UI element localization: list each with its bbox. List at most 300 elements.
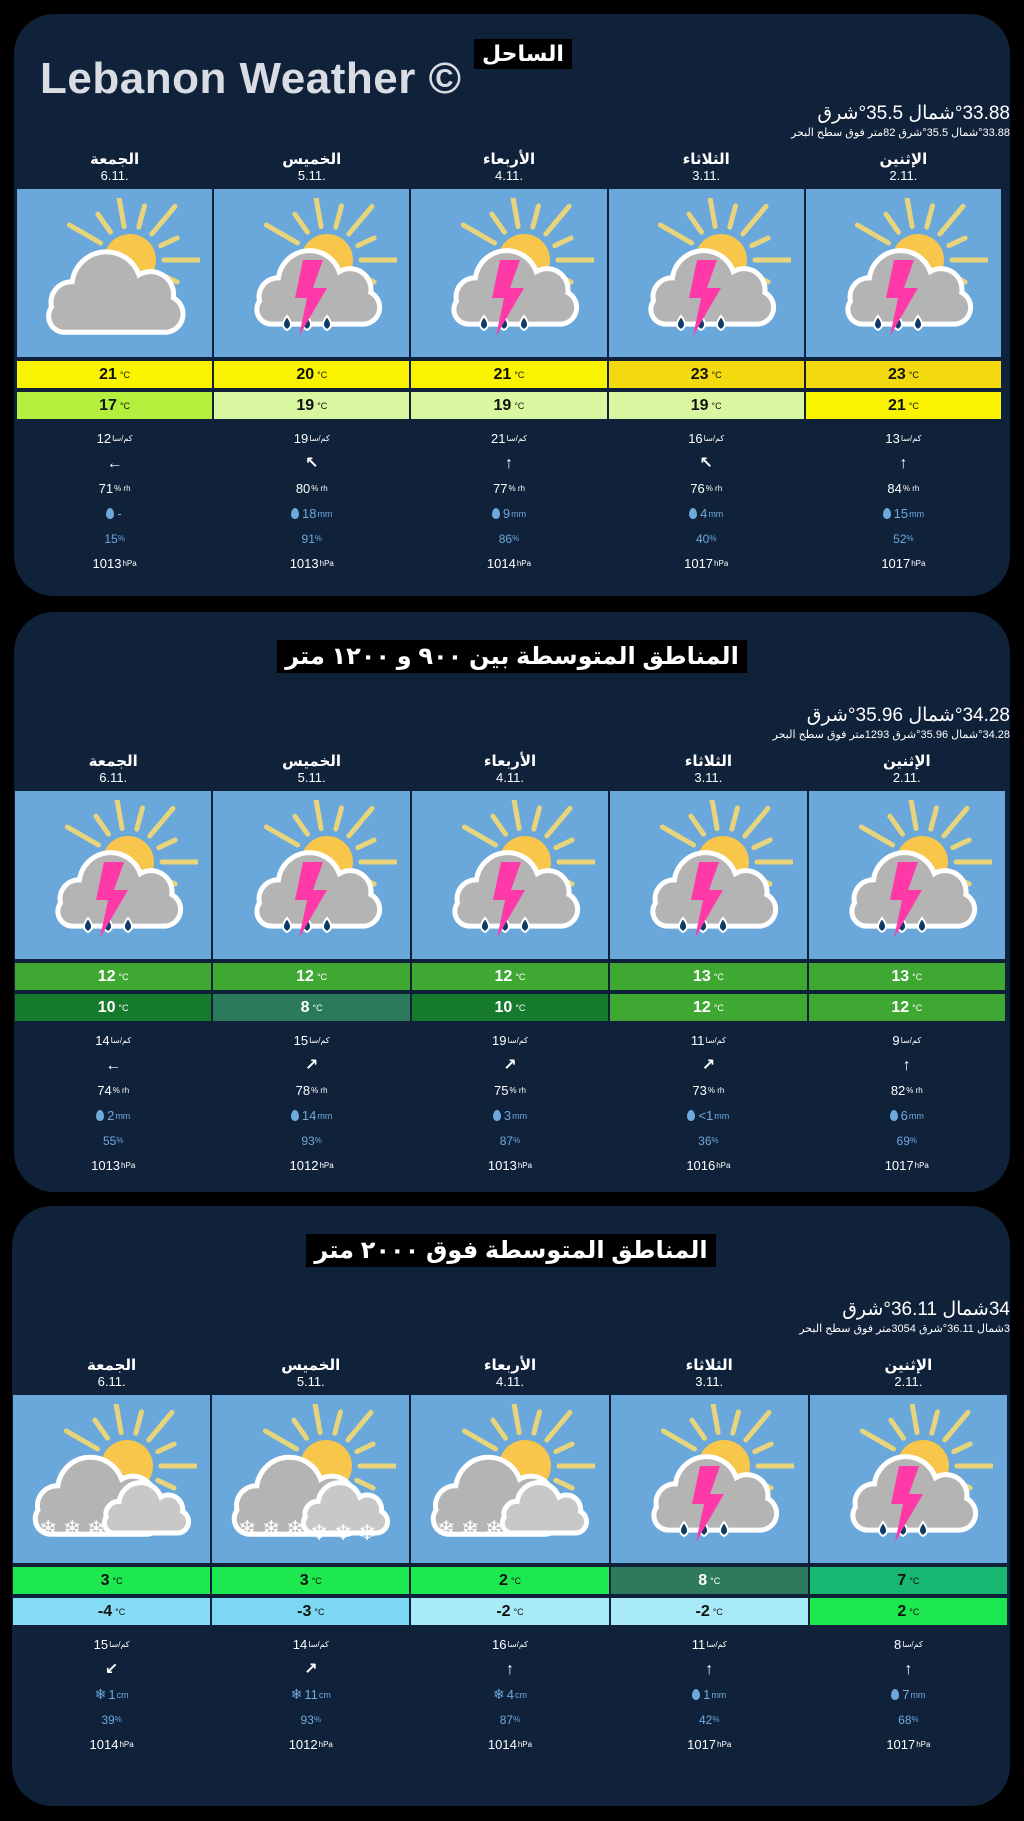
raindrop-icon bbox=[687, 1110, 695, 1121]
day-date: 5.11. bbox=[297, 168, 326, 183]
precipitation-probability: 69 % bbox=[896, 1133, 918, 1148]
day-column bbox=[610, 1356, 809, 1757]
celsius-unit: °C bbox=[711, 369, 722, 380]
max-temp-value: 12 bbox=[494, 967, 513, 985]
min-temp-value: -2 bbox=[695, 1602, 710, 1620]
celsius-unit: °C bbox=[115, 1606, 126, 1617]
min-temp-value: 12 bbox=[692, 998, 711, 1016]
raindrop-icon bbox=[291, 508, 299, 519]
precipitation-probability: 15 % bbox=[104, 531, 125, 546]
day-column bbox=[608, 150, 805, 576]
raindrop-icon bbox=[493, 1110, 501, 1121]
celsius-unit: °C bbox=[119, 369, 131, 380]
max-temp-value: 12 bbox=[296, 967, 314, 985]
min-temp bbox=[809, 1597, 1008, 1626]
day-date: 3.11. bbox=[694, 770, 723, 785]
max-temp bbox=[14, 962, 212, 991]
humidity: 71 % rh bbox=[98, 481, 131, 496]
day-date: 6.11. bbox=[97, 1374, 126, 1389]
humidity: 76 % rh bbox=[690, 481, 723, 496]
region-label: الساحل bbox=[474, 39, 572, 69]
wind-direction-arrow-icon: ↑ bbox=[899, 454, 908, 472]
raindrop-icon bbox=[96, 1110, 104, 1121]
svg-text:❄: ❄ bbox=[436, 1517, 456, 1542]
min-temp bbox=[212, 993, 410, 1022]
day-name: الثلاثاء bbox=[684, 753, 732, 770]
precipitation: ❄ 11 cm bbox=[290, 1686, 331, 1702]
celsius-unit: °C bbox=[514, 369, 525, 380]
wind-direction-arrow-icon: ↑ bbox=[505, 1660, 514, 1678]
raindrop-icon bbox=[689, 508, 697, 519]
min-temp-value: 10 bbox=[97, 998, 116, 1016]
day-details bbox=[610, 1626, 809, 1757]
raindrop-icon bbox=[891, 1689, 899, 1700]
wind-direction-arrow-icon: ↑ bbox=[705, 1660, 714, 1678]
pressure: 1013 hPa bbox=[487, 1158, 533, 1173]
min-temp-value: 19 bbox=[690, 396, 709, 414]
app-title: Lebanon Weather © bbox=[40, 54, 462, 103]
snowflake-icon: ❄ bbox=[94, 1686, 107, 1702]
max-temp-value: 8 bbox=[698, 1571, 708, 1589]
precipitation-probability: 52 % bbox=[893, 531, 914, 546]
wind-direction-arrow-icon: ↗ bbox=[304, 1660, 318, 1678]
pressure: 1017 hPa bbox=[687, 1737, 732, 1752]
humidity: 84 % rh bbox=[887, 481, 920, 496]
pressure: 1017 hPa bbox=[684, 556, 729, 571]
celsius-unit: °C bbox=[316, 971, 328, 982]
coordinates-sub: 3شمال 36.11°شرق 3054متر فوق سطح البحر bbox=[799, 1323, 1010, 1335]
day-details bbox=[410, 420, 607, 576]
partly-cloudy-thunder-rain-icon bbox=[212, 790, 410, 960]
max-temp bbox=[213, 360, 410, 389]
min-temp bbox=[411, 993, 609, 1022]
precipitation-probability: 39 % bbox=[101, 1712, 122, 1727]
humidity: 75 % rh bbox=[494, 1083, 526, 1098]
day-date: 4.11. bbox=[496, 770, 524, 785]
max-temp-value: 13 bbox=[891, 967, 910, 985]
forecast-card-mid-900-1200 bbox=[14, 612, 1010, 1192]
day-header bbox=[410, 150, 607, 188]
day-date: 3.11. bbox=[692, 168, 721, 183]
day-date: 2.11. bbox=[892, 770, 921, 785]
forecast-grid bbox=[16, 150, 1002, 576]
max-temp bbox=[809, 1566, 1008, 1595]
celsius-unit: °C bbox=[311, 1575, 322, 1586]
day-column bbox=[410, 1356, 609, 1757]
min-temp bbox=[12, 1597, 211, 1626]
pressure: 1012 hPa bbox=[289, 1158, 334, 1173]
max-temp bbox=[411, 962, 609, 991]
day-name: الجمعة bbox=[89, 151, 140, 168]
precipitation-probability: 93 % bbox=[300, 1712, 322, 1727]
precipitation: 1 mm bbox=[610, 1682, 809, 1707]
day-name: الإثنين bbox=[879, 151, 928, 168]
partly-cloudy-thunder-rain-icon bbox=[609, 790, 807, 960]
celsius-unit: °C bbox=[112, 1575, 123, 1586]
day-header bbox=[808, 752, 1006, 790]
day-header bbox=[212, 752, 410, 790]
wind-direction-arrow-icon: ↙ bbox=[104, 1660, 119, 1678]
coordinates-sub: °33.88شمال 35.5°شرق 82متر فوق سطح البحر bbox=[790, 127, 1010, 139]
min-temp bbox=[609, 993, 807, 1022]
wind-direction-arrow-icon: ↑ bbox=[504, 454, 513, 472]
day-name: الأربعاء bbox=[482, 151, 536, 168]
wind-direction-arrow-icon: ↑ bbox=[904, 1660, 913, 1678]
day-column bbox=[12, 1356, 211, 1757]
day-header bbox=[211, 1356, 410, 1394]
celsius-unit: °C bbox=[711, 400, 722, 411]
svg-text:❄: ❄ bbox=[38, 1517, 58, 1542]
day-name: الأربعاء bbox=[483, 753, 537, 770]
max-temp-value: 23 bbox=[887, 365, 906, 383]
celsius-unit: °C bbox=[314, 1606, 325, 1617]
day-header bbox=[410, 1356, 609, 1394]
coordinates-main: °34.28شمال 35.96°شرق bbox=[806, 705, 1010, 726]
precipitation-probability: 36 % bbox=[698, 1133, 719, 1148]
day-header bbox=[805, 150, 1002, 188]
day-details bbox=[805, 420, 1002, 576]
day-column bbox=[213, 150, 410, 576]
max-temp bbox=[608, 360, 805, 389]
wind-speed: 14 كم/سا bbox=[95, 1033, 132, 1048]
max-temp-value: 3 bbox=[100, 1571, 110, 1589]
day-column bbox=[809, 1356, 1008, 1757]
min-temp-value: -3 bbox=[297, 1602, 312, 1620]
precipitation-probability: 68 % bbox=[898, 1712, 919, 1727]
day-name: الإثنين bbox=[882, 753, 931, 770]
partly-cloudy-thunder-rain-icon bbox=[805, 188, 1002, 358]
raindrop-icon bbox=[106, 508, 114, 519]
day-name: الخميس bbox=[282, 151, 342, 168]
celsius-unit: °C bbox=[312, 1002, 323, 1013]
coordinates-main: °33.88شمال 35.5°شرق bbox=[817, 103, 1010, 124]
partly-cloudy-thunder-rain-icon bbox=[809, 1394, 1008, 1564]
raindrop-icon bbox=[883, 508, 891, 519]
wind-speed: 15 كم/سا bbox=[293, 1033, 330, 1048]
coordinates-main: 34شمال 36.11°شرق bbox=[842, 1299, 1010, 1320]
min-temp bbox=[14, 993, 212, 1022]
precipitation-probability: 42 % bbox=[698, 1712, 720, 1727]
day-header bbox=[12, 1356, 211, 1394]
snowflake-icon: ❄ bbox=[290, 1686, 303, 1702]
pressure: 1014 hPa bbox=[486, 556, 532, 571]
partly-cloudy-snow-icon bbox=[410, 1394, 609, 1564]
wind-speed: 12 كم/سا bbox=[96, 431, 133, 446]
day-header bbox=[213, 150, 410, 188]
celsius-unit: °C bbox=[712, 1606, 723, 1617]
partly-cloudy-thunder-rain-icon bbox=[808, 790, 1006, 960]
celsius-unit: °C bbox=[710, 1575, 721, 1586]
partly-cloudy-icon bbox=[16, 188, 213, 358]
day-date: 5.11. bbox=[296, 1374, 325, 1389]
celsius-unit: °C bbox=[912, 971, 923, 982]
day-details bbox=[410, 1626, 609, 1757]
max-temp bbox=[410, 360, 607, 389]
wind-speed: 8 كم/سا bbox=[894, 1637, 923, 1652]
min-temp bbox=[16, 391, 213, 420]
pressure: 1017 hPa bbox=[881, 556, 926, 571]
precipitation-probability: 87 % bbox=[499, 1712, 521, 1727]
humidity: 80 % rh bbox=[295, 481, 328, 496]
min-temp bbox=[410, 1597, 609, 1626]
day-details bbox=[14, 1022, 212, 1178]
wind-direction-arrow-icon: ↗ bbox=[304, 1056, 319, 1074]
precipitation-probability: 91 % bbox=[301, 531, 323, 546]
coordinates bbox=[773, 704, 1010, 741]
max-temp bbox=[609, 962, 807, 991]
day-header bbox=[14, 752, 212, 790]
snowflake-icon: ❄ bbox=[493, 1686, 505, 1702]
day-details bbox=[16, 420, 213, 576]
svg-text:❄: ❄ bbox=[237, 1517, 257, 1542]
day-name: الثلاثاء bbox=[685, 1357, 733, 1374]
humidity: 77 % rh bbox=[493, 481, 525, 496]
wind-direction-arrow-icon: ↖ bbox=[699, 454, 713, 472]
celsius-unit: °C bbox=[908, 400, 919, 411]
precipitation: 4 mm bbox=[608, 501, 805, 526]
celsius-unit: °C bbox=[909, 1575, 920, 1586]
day-details bbox=[211, 1626, 410, 1757]
max-temp-value: 7 bbox=[897, 1571, 907, 1589]
precipitation: 2 mm bbox=[14, 1103, 212, 1128]
day-details bbox=[12, 1626, 211, 1757]
wind-direction-arrow-icon: ↗ bbox=[701, 1056, 716, 1074]
partly-cloudy-thunder-rain-icon bbox=[411, 790, 609, 960]
min-temp bbox=[805, 391, 1002, 420]
wind-speed: 11 كم/سا bbox=[690, 1033, 726, 1048]
min-temp bbox=[610, 1597, 809, 1626]
precipitation: 15 mm bbox=[805, 501, 1002, 526]
wind-direction-arrow-icon: ↗ bbox=[503, 1056, 517, 1074]
day-name: الأربعاء bbox=[483, 1357, 537, 1374]
day-details bbox=[212, 1022, 410, 1178]
precipitation: - bbox=[16, 501, 213, 526]
precipitation-probability: 40 % bbox=[695, 531, 717, 546]
partly-cloudy-thunder-rain-icon bbox=[608, 188, 805, 358]
wind-direction-arrow-icon: ↖ bbox=[305, 454, 319, 472]
raindrop-icon bbox=[692, 1689, 700, 1700]
min-temp bbox=[213, 391, 410, 420]
precipitation: ❄ 4 cm bbox=[493, 1686, 527, 1702]
pressure: 1013 hPa bbox=[92, 556, 137, 571]
wind-speed: 13 كم/سا bbox=[885, 431, 922, 446]
precipitation: 9 mm bbox=[410, 501, 607, 526]
max-temp bbox=[16, 360, 213, 389]
day-header bbox=[609, 752, 807, 790]
svg-text:❄: ❄ bbox=[86, 1517, 106, 1542]
max-temp-value: 3 bbox=[299, 1571, 309, 1589]
wind-speed: 14 كم/سا bbox=[292, 1637, 329, 1652]
wind-speed: 15 كم/سا bbox=[93, 1637, 130, 1652]
min-temp bbox=[608, 391, 805, 420]
day-details bbox=[609, 1022, 807, 1178]
forecast-card-coast bbox=[14, 14, 1010, 596]
day-header bbox=[608, 150, 805, 188]
precipitation-probability: 93 % bbox=[301, 1133, 322, 1148]
day-details bbox=[213, 420, 410, 576]
forecast-grid bbox=[12, 1356, 1008, 1757]
max-temp bbox=[212, 962, 410, 991]
region-label: المناطق المتوسطة فوق ٢٠٠٠ متر bbox=[306, 1234, 715, 1267]
day-date: 4.11. bbox=[496, 1374, 524, 1389]
celsius-unit: °C bbox=[119, 400, 131, 411]
partly-cloudy-thunder-rain-icon bbox=[14, 790, 212, 960]
day-column bbox=[808, 752, 1006, 1178]
min-temp bbox=[808, 993, 1006, 1022]
humidity: 74 % rh bbox=[97, 1083, 130, 1098]
day-header bbox=[16, 150, 213, 188]
partly-cloudy-thunder-rain-icon bbox=[610, 1394, 809, 1564]
day-column bbox=[16, 150, 213, 576]
wind-speed: 9 كم/سا bbox=[892, 1033, 922, 1048]
celsius-unit: °C bbox=[317, 369, 328, 380]
min-temp-value: -2 bbox=[496, 1602, 511, 1620]
coordinates bbox=[791, 102, 1010, 139]
celsius-unit: °C bbox=[317, 400, 328, 411]
precipitation: 6 mm bbox=[808, 1103, 1006, 1128]
humidity: 73 % rh bbox=[692, 1083, 725, 1098]
wind-direction-arrow-icon: ← bbox=[105, 1056, 122, 1074]
celsius-unit: °C bbox=[713, 1002, 724, 1013]
precipitation: 14 mm bbox=[212, 1103, 410, 1128]
day-details bbox=[411, 1022, 609, 1178]
raindrop-icon bbox=[890, 1110, 898, 1121]
precipitation: <1 mm bbox=[609, 1103, 807, 1128]
svg-text:❄: ❄ bbox=[62, 1517, 82, 1542]
day-column bbox=[805, 150, 1002, 576]
forecast-card-above-2000 bbox=[12, 1206, 1010, 1806]
svg-text:❄: ❄ bbox=[460, 1517, 480, 1542]
cloudy-snow-icon bbox=[12, 1394, 211, 1564]
pressure: 1017 hPa bbox=[884, 1158, 929, 1173]
wind-speed: 11 كم/سا bbox=[691, 1637, 727, 1652]
precipitation-probability: 86 % bbox=[498, 531, 520, 546]
min-temp-value: 2 bbox=[897, 1602, 907, 1620]
max-temp-value: 13 bbox=[692, 967, 711, 985]
celsius-unit: °C bbox=[513, 1606, 524, 1617]
day-date: 5.11. bbox=[297, 770, 326, 785]
max-temp bbox=[805, 360, 1002, 389]
pressure: 1013 hPa bbox=[289, 556, 334, 571]
day-column bbox=[212, 752, 410, 1178]
day-date: 6.11. bbox=[99, 770, 128, 785]
min-temp-value: 12 bbox=[891, 998, 910, 1016]
min-temp-value: 21 bbox=[887, 396, 906, 414]
svg-text:❄: ❄ bbox=[285, 1517, 305, 1542]
day-column bbox=[410, 150, 607, 576]
partly-cloudy-thunder-rain-icon bbox=[410, 188, 607, 358]
region-label: المناطق المتوسطة بين ٩٠٠ و ١٢٠٠ متر bbox=[277, 640, 747, 673]
day-name: الجمعة bbox=[86, 1357, 137, 1374]
wind-speed: 19 كم/سا bbox=[293, 431, 330, 446]
coordinates-sub: °34.28شمال 35.96°شرق 1293متر فوق سطح البحر bbox=[772, 729, 1010, 741]
forecast-grid bbox=[14, 752, 1006, 1178]
min-temp-value: 10 bbox=[494, 998, 513, 1016]
svg-text:❄: ❄ bbox=[261, 1517, 281, 1542]
day-details bbox=[809, 1626, 1008, 1757]
min-temp-value: 19 bbox=[296, 396, 315, 414]
celsius-unit: °C bbox=[515, 971, 526, 982]
svg-text:❄: ❄ bbox=[333, 1521, 353, 1546]
precipitation-probability: 87 % bbox=[499, 1133, 521, 1148]
pressure: 1012 hPa bbox=[288, 1737, 333, 1752]
max-temp bbox=[211, 1566, 410, 1595]
pressure: 1014 hPa bbox=[487, 1737, 533, 1752]
celsius-unit: °C bbox=[713, 971, 724, 982]
max-temp bbox=[410, 1566, 609, 1595]
day-column bbox=[609, 752, 807, 1178]
day-name: الإثنين bbox=[884, 1357, 933, 1374]
celsius-unit: °C bbox=[515, 1002, 526, 1013]
raindrop-icon bbox=[291, 1110, 299, 1121]
wind-speed: 19 كم/سا bbox=[492, 1033, 528, 1048]
day-date: 6.11. bbox=[100, 168, 129, 183]
raindrop-icon bbox=[492, 508, 500, 519]
wind-speed: 16 كم/سا bbox=[492, 1637, 528, 1652]
cloudy-heavy-snow-icon bbox=[211, 1394, 410, 1564]
pressure: 1014 hPa bbox=[89, 1737, 134, 1752]
min-temp-value: 19 bbox=[493, 396, 512, 414]
max-temp bbox=[610, 1566, 809, 1595]
celsius-unit: °C bbox=[909, 1606, 920, 1617]
max-temp-value: 23 bbox=[690, 365, 709, 383]
day-column bbox=[411, 752, 609, 1178]
min-temp-value: 8 bbox=[300, 998, 310, 1016]
celsius-unit: °C bbox=[514, 400, 525, 411]
day-name: الخميس bbox=[281, 1357, 341, 1374]
humidity: 82 % rh bbox=[890, 1083, 923, 1098]
celsius-unit: °C bbox=[908, 369, 919, 380]
max-temp-value: 21 bbox=[99, 365, 117, 383]
svg-text:❄: ❄ bbox=[484, 1517, 504, 1542]
precipitation: 18 mm bbox=[213, 501, 410, 526]
celsius-unit: °C bbox=[118, 971, 129, 982]
min-temp bbox=[211, 1597, 410, 1626]
day-date: 3.11. bbox=[695, 1374, 724, 1389]
day-column bbox=[14, 752, 212, 1178]
day-date: 2.11. bbox=[889, 168, 918, 183]
min-temp-value: -4 bbox=[97, 1602, 113, 1620]
max-temp-value: 21 bbox=[493, 365, 512, 383]
day-details bbox=[808, 1022, 1006, 1178]
wind-speed: 21 كم/سا bbox=[491, 431, 527, 446]
max-temp-value: 2 bbox=[498, 1571, 508, 1589]
wind-direction-arrow-icon: ↑ bbox=[902, 1056, 911, 1074]
max-temp-value: 20 bbox=[296, 365, 315, 383]
svg-text:❄: ❄ bbox=[309, 1521, 329, 1546]
precipitation: 7 mm bbox=[809, 1682, 1008, 1707]
day-name: الخميس bbox=[282, 753, 342, 770]
pressure: 1017 hPa bbox=[886, 1737, 931, 1752]
partly-cloudy-thunder-rain-icon bbox=[213, 188, 410, 358]
max-temp-value: 12 bbox=[97, 967, 116, 985]
wind-speed: 16 كم/سا bbox=[688, 431, 725, 446]
max-temp bbox=[12, 1566, 211, 1595]
day-date: 4.11. bbox=[495, 168, 523, 183]
coordinates bbox=[799, 1298, 1010, 1335]
min-temp-value: 17 bbox=[99, 396, 117, 414]
celsius-unit: °C bbox=[118, 1002, 129, 1013]
precipitation: 3 mm bbox=[411, 1103, 609, 1128]
wind-direction-arrow-icon: ← bbox=[106, 454, 123, 472]
day-details bbox=[608, 420, 805, 576]
day-header bbox=[809, 1356, 1008, 1394]
day-header bbox=[411, 752, 609, 790]
day-header bbox=[610, 1356, 809, 1394]
pressure: 1016 hPa bbox=[686, 1158, 731, 1173]
celsius-unit: °C bbox=[912, 1002, 923, 1013]
precipitation: ❄ 1 cm bbox=[94, 1686, 129, 1702]
